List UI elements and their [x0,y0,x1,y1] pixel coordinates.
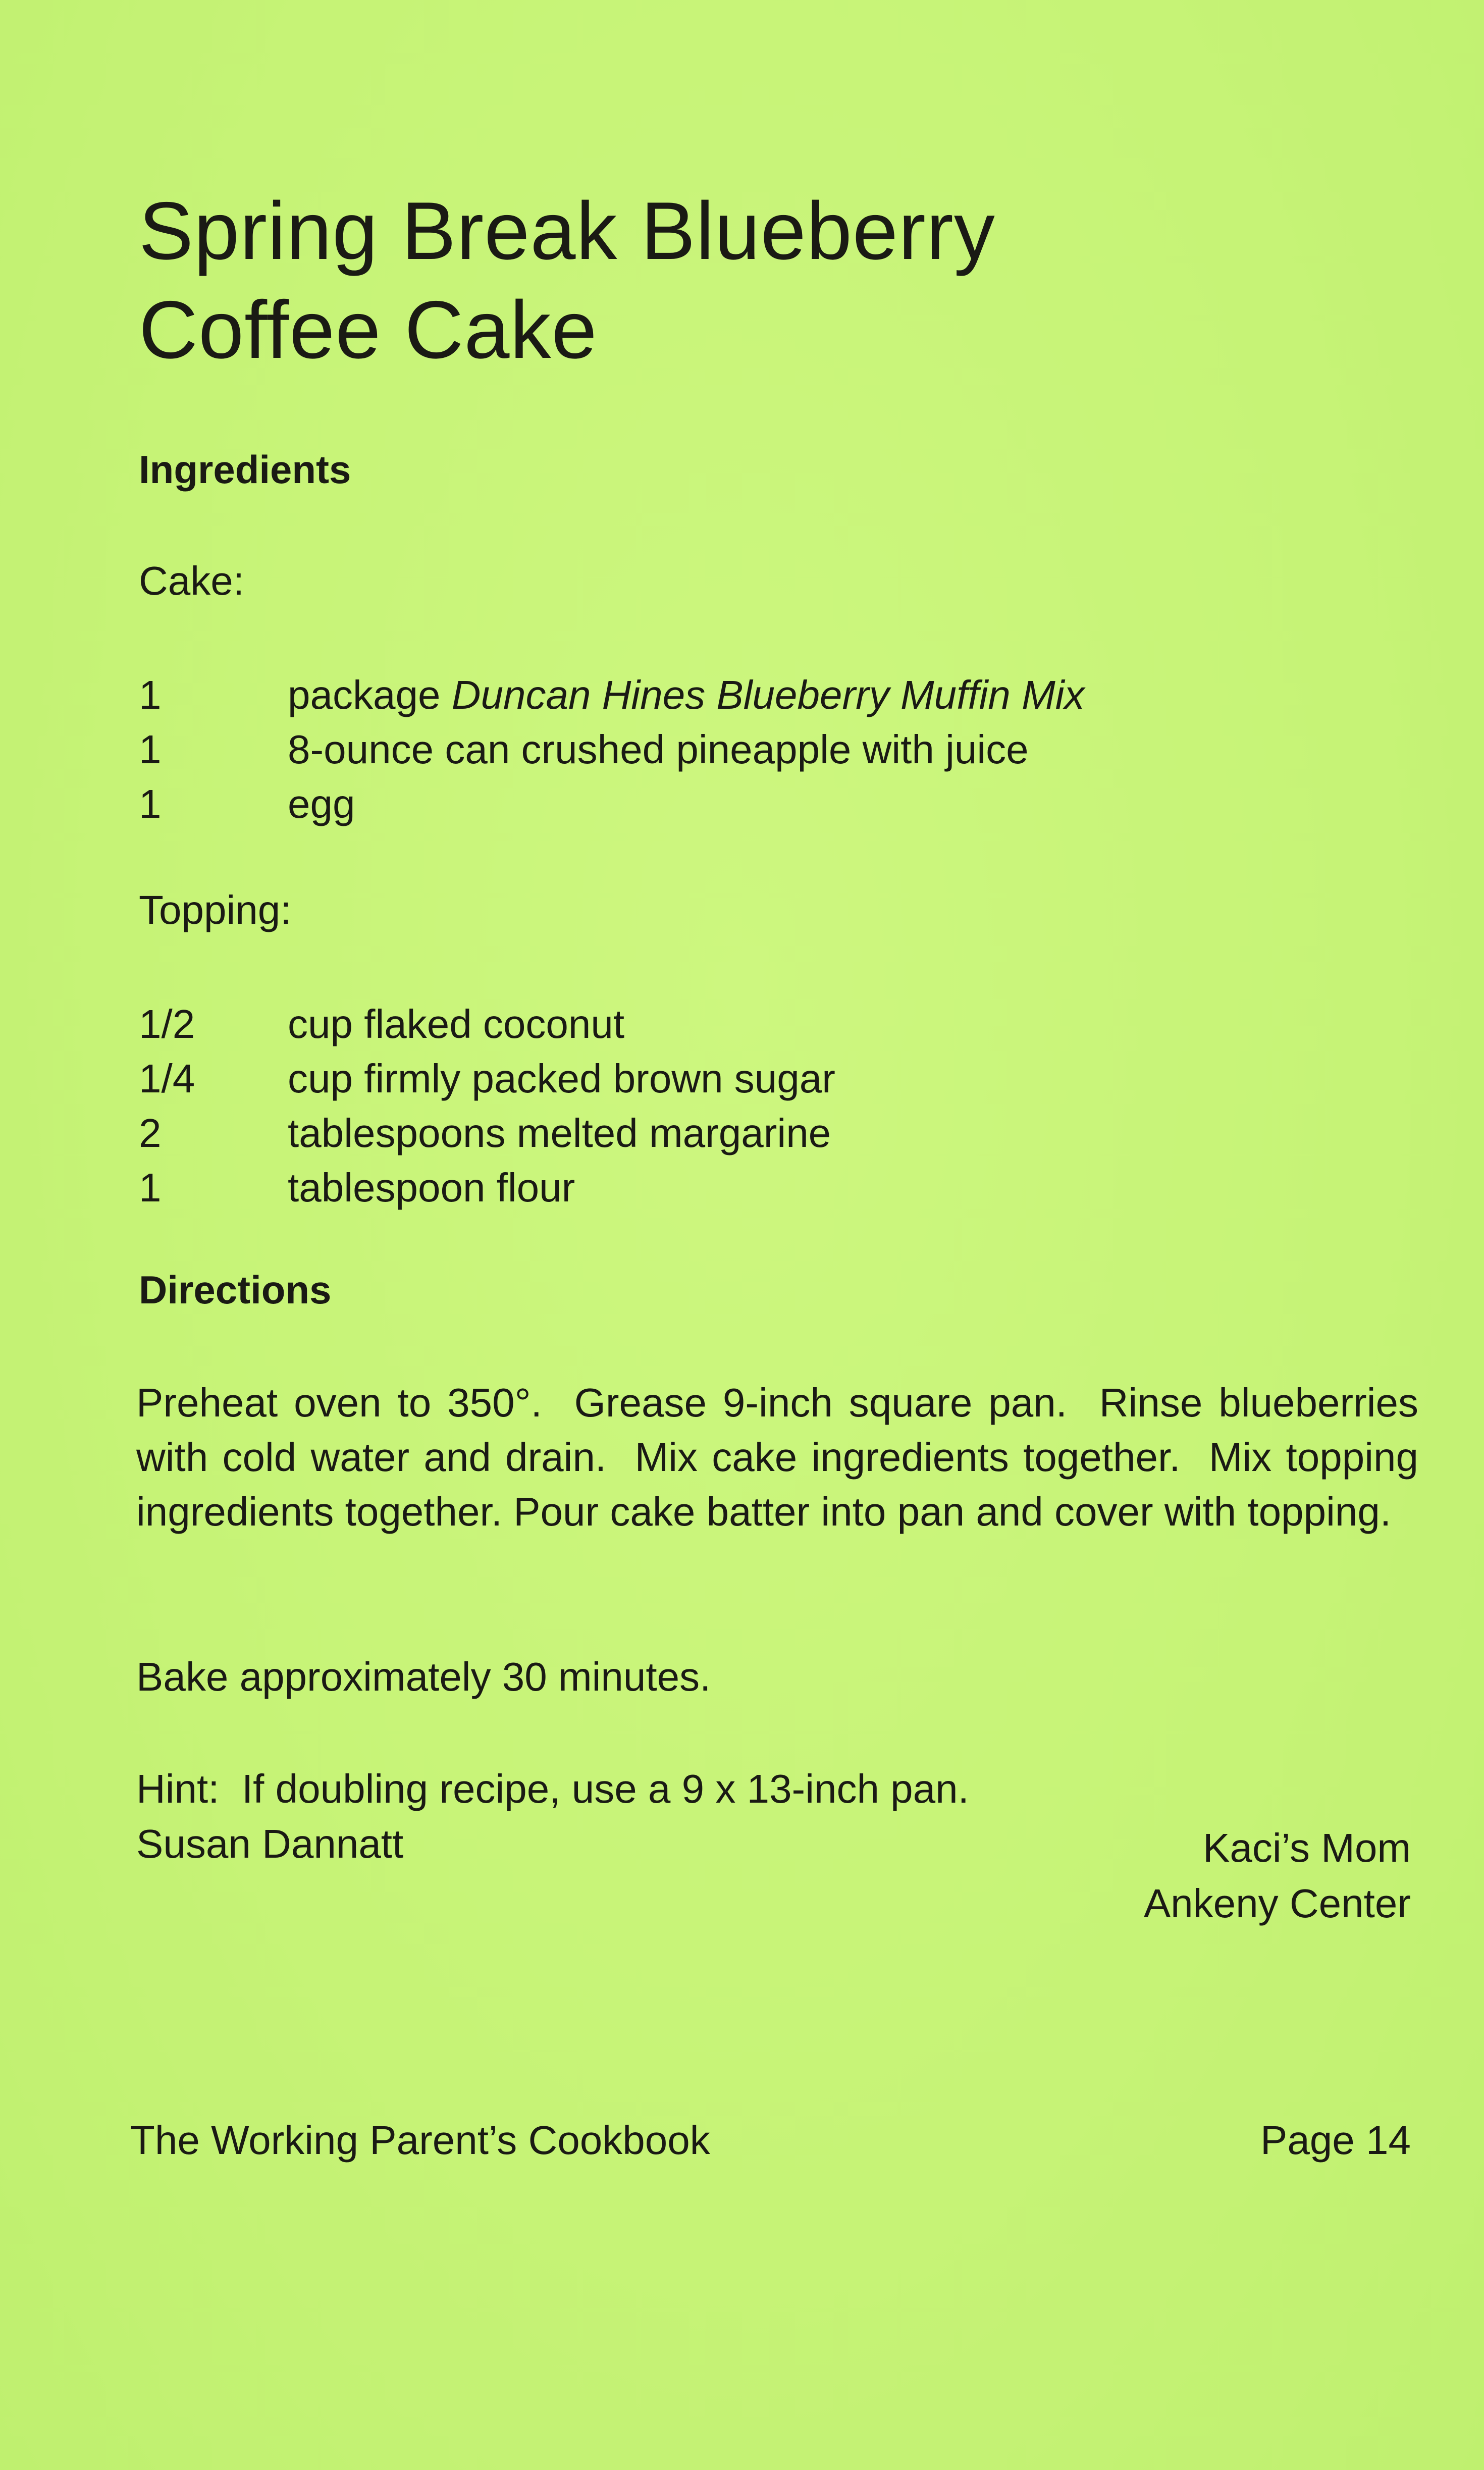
book-title-footer: The Working Parent’s Cookbook [130,2118,710,2163]
ingredient-quantity: 1 [139,727,162,772]
ingredient-description: cup firmly packed brown sugar [288,1056,835,1101]
ingredient-description: egg [288,781,355,826]
author-school: Ankeny Center [1143,1881,1411,1926]
ingredient-quantity: 2 [139,1111,162,1155]
cake-ingredient-list [139,668,1350,831]
ingredient-row [139,1161,1350,1215]
directions-heading: Directions [139,1268,332,1312]
recipe-title-line-1: Spring Break Blueberry [139,185,995,277]
ingredient-row [139,668,1350,722]
author-name: Susan Dannatt [136,1821,404,1866]
ingredient-brand-name: Duncan Hines Blueberry Muffin Mix [451,672,1085,717]
ingredient-row [139,1052,1350,1106]
ingredient-description: tablespoon flour [288,1165,575,1210]
ingredient-row [139,722,1350,777]
ingredient-description [288,668,1350,722]
recipe-title-line-2: Coffee Cake [139,284,598,376]
ingredient-row [139,777,1350,831]
ingredient-description: 8-ounce can crushed pineapple with juice [288,727,1029,772]
author-relation: Kaci’s Mom [1203,1825,1411,1870]
ingredient-description: cup flaked coconut [288,1002,625,1046]
recipe-title [139,182,1401,380]
bake-instruction: Bake approximately 30 minutes. [136,1654,711,1699]
ingredient-quantity: 1 [139,1165,162,1210]
hint-text: Hint: If doubling recipe, use a 9 x 13-inch pan. [136,1766,969,1811]
ingredient-quantity: 1 [139,781,162,826]
ingredient-quantity: 1/2 [139,1002,195,1046]
ingredient-row [139,1106,1350,1161]
directions-paragraph: Preheat oven to 350°. Grease 9-inch square pan. Rinse blueberries with cold water and drain. Mix cake ingredients together. Mix topping ingredients together. Pour cake batter into pan and cover with topping. [136,1380,1430,1534]
topping-ingredient-list [139,997,1350,1215]
ingredient-description: tablespoons melted margarine [288,1111,831,1155]
cake-label: Cake: [139,558,244,603]
ingredient-quantity: 1 [139,672,162,717]
ingredient-quantity: 1/4 [139,1056,195,1101]
ingredients-heading: Ingredients [139,447,351,492]
page-number: Page 14 [1260,2118,1411,2163]
ingredient-row [139,997,1350,1052]
ingredient-text: package [288,672,452,717]
topping-label: Topping: [139,887,292,932]
